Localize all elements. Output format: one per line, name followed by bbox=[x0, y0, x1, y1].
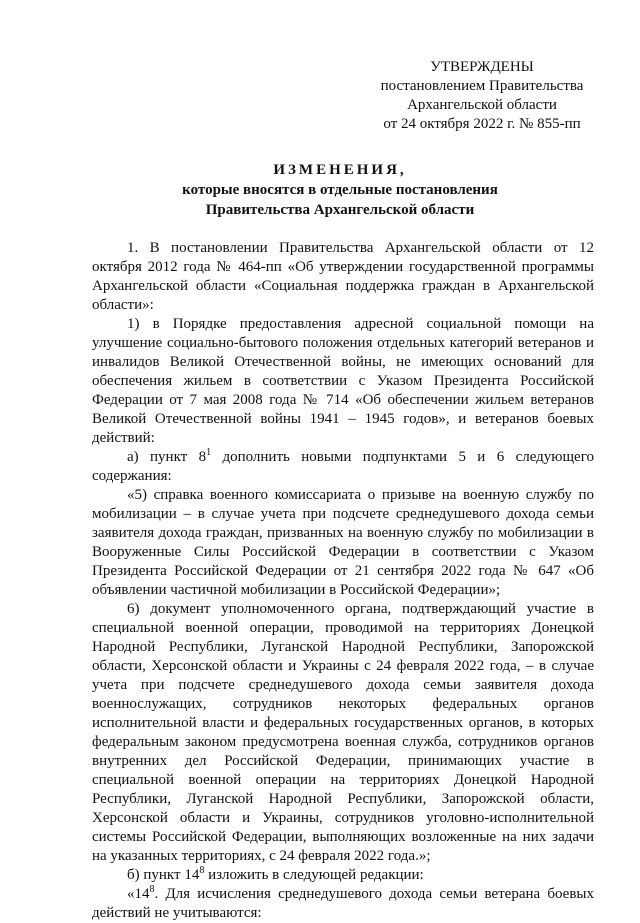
paragraph-5: 6) документ уполномоченного органа, подтверждающий участие в специальной военной операции, проводимой на территориях Донецкой Народной Республики, Луганской Народной Республики, Запорожской области, Херсонской области и Украины с 24 февраля 2022 года, – в случае учета при подсчете среднедушевого дохода семьи заявителя дохода военнослужащих, сотрудников некоторых федеральных органов исполнительной власти и федеральных государственных органов, в которых федеральным законом предусмотрена военная служба, сотрудников органов внутренних дел Российской Федерации, принимающих участие в специальной военной операции на территориях Донецкой Народной Республики, Луганской Народной Республики, Запорожской области, Херсонской области и Украины, сотрудников уголовно-исполнительной системы Российской Федерации, выполняющих возложенные на них задачи на указанных территориях, с 24 февраля 2022 года.»; bbox=[92, 601, 594, 864]
paragraph-2: 1) в Порядке предоставления адресной социальной помощи на улучшение социально-бытового положения отдельных категорий ветеранов и инвалидов Великой Отечественной войны, не имеющих оснований для обеспечения жильем в соответствии с Указом Президента Российской Федерации от 7 мая 2008 года № 714 «Об обеспечении жильем ветеранов Великой Отечественной войны 1941 – 1945 годов», и ветеранов боевых действий: bbox=[92, 316, 594, 446]
paragraph-6-superscript: 8 bbox=[199, 865, 205, 876]
paragraph-7-text-a: «14 bbox=[127, 886, 150, 902]
paragraph-3-superscript: 1 bbox=[206, 447, 212, 458]
approval-line-2: постановлением Правительства bbox=[380, 78, 584, 94]
paragraph-4: «5) справка военного комиссариата о призыве на военную службу по мобилизации – в случае учета при подсчете среднедушевого дохода семьи заявителя дохода граждан, призванных на военную службу по мобилизации в Вооруженные Силы Российской Федерации в соответствии с Указом Президента Российской Федерации от 21 сентября 2022 года № 647 «Об объявлении частичной мобилизации в Российской Федерации»; bbox=[92, 487, 594, 598]
paragraph-3-text-b: дополнить новыми подпунктами 5 и 6 следующего содержания: bbox=[92, 449, 594, 484]
approval-stamp bbox=[362, 58, 602, 134]
paragraph-3 bbox=[92, 448, 594, 486]
document-heading bbox=[40, 160, 640, 220]
approval-title: УТВЕРЖДЕНЫ bbox=[430, 59, 534, 75]
paragraph-7-superscript: 8 bbox=[149, 884, 155, 895]
paragraph-7-text-b: . Для исчисления среднедушевого дохода семьи ветерана боевых действий не учитываются: bbox=[92, 886, 594, 921]
document-subtitle-1: которые вносятся в отдельные постановления bbox=[182, 182, 498, 198]
document-body bbox=[92, 239, 594, 923]
paragraph-6 bbox=[92, 866, 594, 885]
paragraph-6-text-a: б) пункт 14 bbox=[127, 867, 200, 883]
paragraph-6-text-b: изложить в следующей редакции: bbox=[204, 867, 424, 883]
approval-line-4: от 24 октября 2022 г. № 855-пп bbox=[383, 116, 581, 132]
document-title: ИЗМЕНЕНИЯ, bbox=[273, 162, 407, 178]
paragraph-7 bbox=[92, 885, 594, 923]
document-subtitle-2: Правительства Архангельской области bbox=[205, 202, 475, 218]
paragraph-1: 1. В постановлении Правительства Архангельской области от 12 октября 2012 года № 464-пп «Об утверждении государственной программы Архангельской области «Социальная поддержка граждан в Архангельской области»: bbox=[92, 240, 594, 313]
paragraph-3-text-a: а) пункт 8 bbox=[127, 449, 207, 465]
approval-line-3: Архангельской области bbox=[407, 97, 557, 113]
